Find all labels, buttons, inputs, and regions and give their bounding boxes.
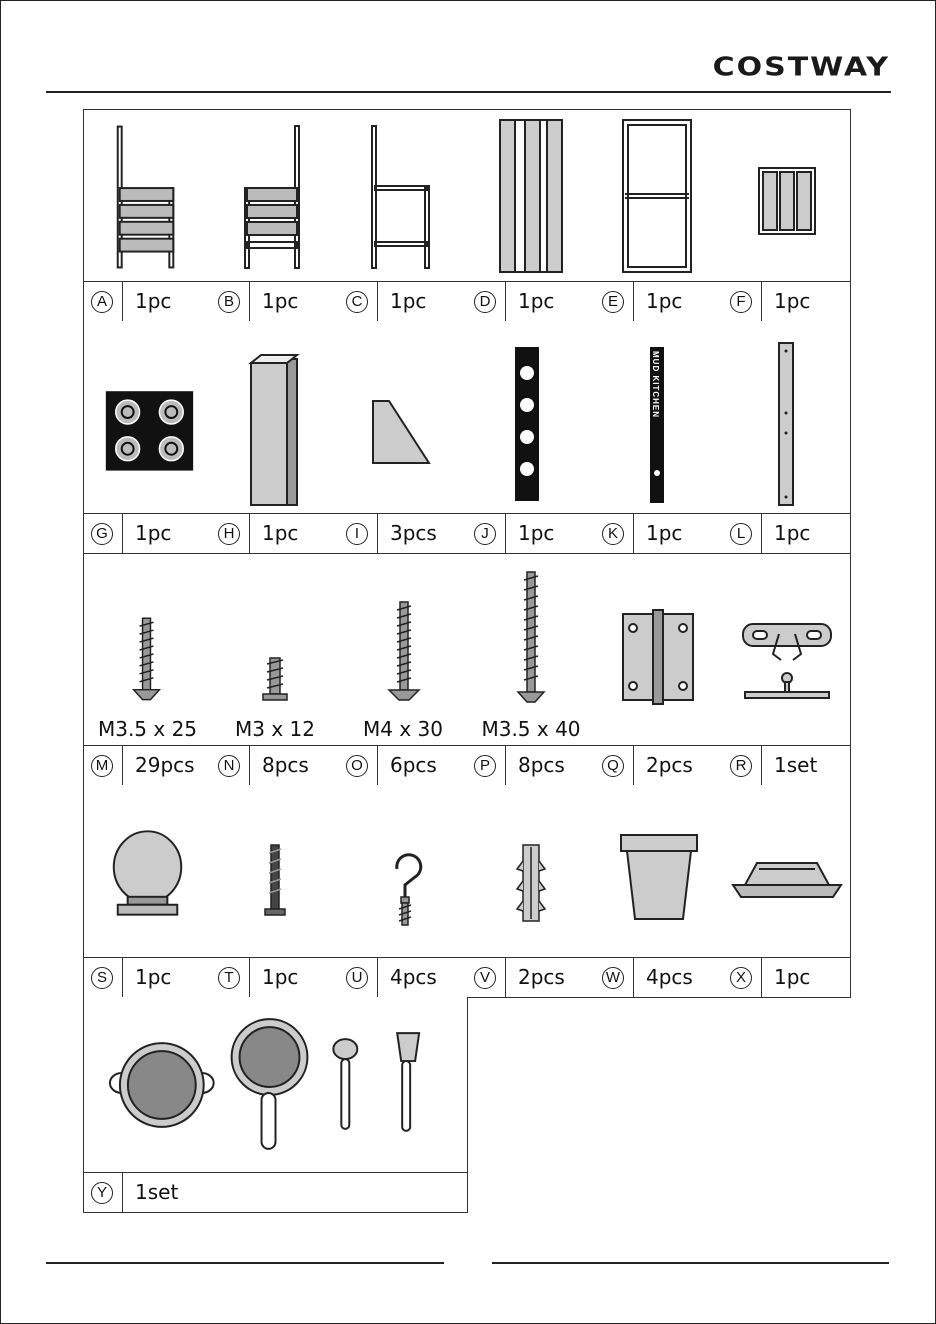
k-panel-print: MUD KITCHEN	[651, 351, 660, 418]
part-quantity: 1pc	[390, 289, 427, 313]
part-letter: Y	[91, 1182, 113, 1204]
part-quantity: 4pcs	[646, 965, 693, 989]
part-quantity: 1pc	[518, 289, 555, 313]
screw-size: M3.5 x 40	[481, 717, 581, 741]
part-letter: V	[474, 967, 496, 989]
part-cell-g	[83, 321, 212, 554]
part-c-illustration	[339, 110, 467, 283]
part-letter: H	[218, 523, 240, 545]
part-quantity: 1pc	[262, 965, 299, 989]
part-quantity: 1pc	[774, 289, 811, 313]
part-letter: W	[602, 967, 624, 989]
part-quantity: 1pc	[646, 521, 683, 545]
brand-logo: COSTWAY	[712, 52, 890, 83]
part-cell-o	[339, 553, 468, 786]
part-cell-q	[595, 553, 724, 786]
part-v-illustration	[467, 785, 595, 958]
part-cell-i	[339, 321, 468, 554]
part-cell-f	[723, 109, 851, 322]
part-letter: P	[474, 755, 496, 777]
part-d-illustration	[467, 110, 595, 283]
part-s-illustration	[84, 785, 211, 958]
part-letter: L	[730, 523, 752, 545]
footer-rule-right	[492, 1262, 889, 1264]
part-j-illustration	[467, 321, 595, 514]
part-cell-w	[595, 785, 724, 998]
part-x-illustration	[723, 785, 850, 958]
part-cell-n	[211, 553, 340, 786]
part-cell-u	[339, 785, 468, 998]
part-cell-r	[723, 553, 851, 786]
part-cell-l	[723, 321, 851, 554]
part-w-illustration	[595, 785, 723, 958]
screw-size: M3.5 x 25	[97, 717, 198, 741]
part-quantity: 8pcs	[262, 753, 309, 777]
part-quantity: 8pcs	[518, 753, 565, 777]
part-letter: I	[346, 523, 368, 545]
part-letter: D	[474, 291, 496, 313]
part-u-illustration	[339, 785, 467, 958]
part-quantity: 1pc	[774, 965, 811, 989]
part-cell-s	[83, 785, 212, 998]
part-cell-m	[83, 553, 212, 786]
part-quantity: 1pc	[262, 289, 299, 313]
part-letter: U	[346, 967, 368, 989]
part-cell-k	[595, 321, 724, 554]
screw-size: M4 x 30	[363, 717, 443, 741]
part-b-illustration	[211, 110, 339, 283]
part-letter: F	[730, 291, 752, 313]
part-cell-v	[467, 785, 596, 998]
part-letter: O	[346, 755, 368, 777]
part-quantity: 1pc	[774, 521, 811, 545]
header-rule	[46, 91, 891, 93]
part-t-illustration	[211, 785, 339, 958]
part-letter: X	[730, 967, 752, 989]
part-i-illustration	[339, 321, 467, 514]
part-letter: M	[91, 755, 113, 777]
part-letter: T	[218, 967, 240, 989]
part-letter: J	[474, 523, 496, 545]
screw-size: M3 x 12	[235, 717, 315, 741]
part-quantity: 6pcs	[390, 753, 437, 777]
part-g-illustration	[84, 321, 211, 514]
part-letter: S	[91, 967, 113, 989]
part-quantity: 1pc	[262, 521, 299, 545]
part-cell-c	[339, 109, 468, 322]
part-letter: K	[602, 523, 624, 545]
footer-rule-left	[46, 1262, 444, 1264]
part-y-illustration	[84, 997, 467, 1173]
part-quantity: 1pc	[646, 289, 683, 313]
part-quantity: 4pcs	[390, 965, 437, 989]
part-letter: E	[602, 291, 624, 313]
part-quantity: 1pc	[518, 521, 555, 545]
part-cell-x	[723, 785, 851, 998]
part-quantity: 1pc	[135, 289, 172, 313]
part-letter: R	[730, 755, 752, 777]
part-letter: B	[218, 291, 240, 313]
part-quantity: 2pcs	[518, 965, 565, 989]
part-r-illustration	[723, 554, 850, 747]
part-cell-d	[467, 109, 596, 322]
part-quantity: 1pc	[135, 965, 172, 989]
part-cell-e	[595, 109, 724, 322]
part-cell-a	[83, 109, 212, 322]
part-quantity: 1pc	[135, 521, 172, 545]
part-cell-j	[467, 321, 596, 554]
part-letter: Q	[602, 755, 624, 777]
part-a-illustration	[84, 110, 211, 283]
part-cell-y	[83, 997, 468, 1213]
part-quantity: 1set	[774, 753, 818, 777]
part-cell-t	[211, 785, 340, 998]
part-q-illustration	[595, 554, 723, 747]
part-letter: N	[218, 755, 240, 777]
part-quantity: 2pcs	[646, 753, 693, 777]
part-h-illustration	[211, 321, 339, 514]
part-letter: A	[91, 291, 113, 313]
part-quantity: 1set	[135, 1180, 179, 1204]
part-letter: G	[91, 523, 113, 545]
part-quantity: 3pcs	[390, 521, 437, 545]
part-cell-p	[467, 553, 596, 786]
part-cell-h	[211, 321, 340, 554]
part-e-illustration	[595, 110, 723, 283]
part-letter: C	[346, 291, 368, 313]
part-f-illustration	[723, 110, 850, 283]
part-quantity: 29pcs	[135, 753, 195, 777]
part-cell-b	[211, 109, 340, 322]
part-k-illustration	[595, 321, 723, 514]
part-l-illustration	[723, 321, 850, 514]
